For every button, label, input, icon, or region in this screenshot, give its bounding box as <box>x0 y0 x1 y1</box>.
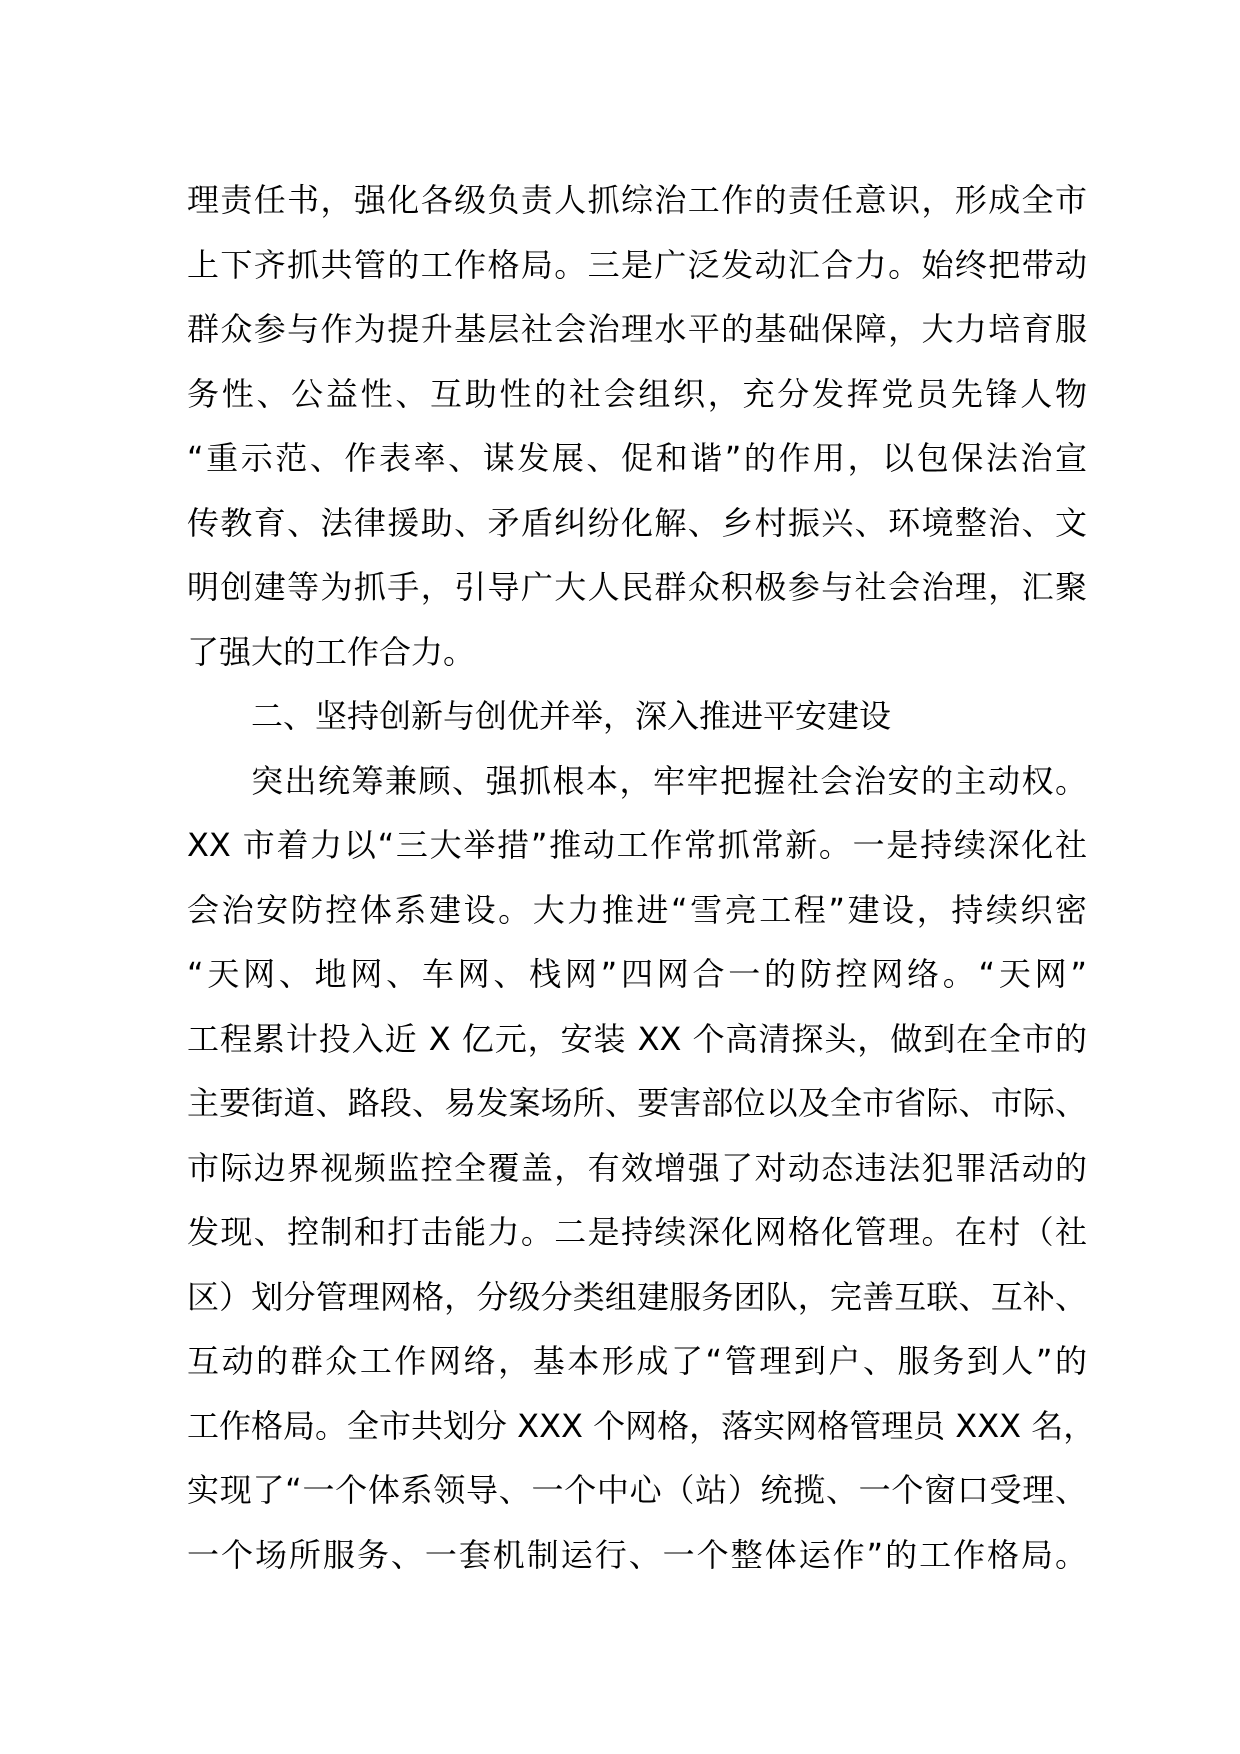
text-line: XX 市着力以“三大举措”推动工作常抓常新。一是持续深化社 <box>187 826 1087 864</box>
text-line: 主要街道、路段、易发案场所、要害部位以及全市省际、市际、 <box>187 1084 1087 1122</box>
text-line: 发现、控制和打击能力。二是持续深化网格化管理。在村（社 <box>187 1213 1087 1251</box>
text-line: 工作格局。全市共划分 XXX 个网格，落实网格管理员 XXX 名， <box>187 1406 1096 1445</box>
paragraph <box>187 168 1087 684</box>
text-line: 突出统筹兼顾、强抓根本，牢牢把握社会治安的主动权。 <box>251 761 1087 800</box>
text-line: 会治安防控体系建设。大力推进“雪亮工程”建设，持续织密 <box>187 890 1087 929</box>
document-body <box>187 168 1096 1587</box>
text-line: 了强大的工作合力。 <box>187 632 476 671</box>
text-line: 工程累计投入近 X 亿元，安装 XX 个高清探头，做到在全市的 <box>187 1019 1087 1058</box>
text-line: 互动的群众工作网络，基本形成了“管理到户、服务到人”的 <box>187 1342 1087 1380</box>
text-line: 市际边界视频监控全覆盖，有效增强了对动态违法犯罪活动的 <box>187 1148 1087 1187</box>
text-line: 区）划分管理网格，分级分类组建服务团队，完善互联、互补、 <box>187 1277 1087 1316</box>
section-heading <box>187 684 1087 749</box>
text-line: 明创建等为抓手，引导广大人民群众积极参与社会治理，汇聚 <box>187 568 1087 606</box>
text-line: “重示范、作表率、谋发展、促和谐”的作用，以包保法治宣 <box>187 439 1087 477</box>
text-line: 群众参与作为提升基层社会治理水平的基础保障，大力培育服 <box>187 310 1087 348</box>
text-line: 务性、公益性、互助性的社会组织，充分发挥党员先锋人物 <box>187 374 1087 413</box>
text-line: 理责任书，强化各级负责人抓综治工作的责任意识，形成全市 <box>187 181 1087 219</box>
paragraph <box>187 749 1096 1588</box>
section-heading-text: 二、坚持创新与创优并举，深入推进平安建设 <box>251 697 892 735</box>
text-line: “天网、地网、车网、栈网”四网合一的防控网络。“天网” <box>187 955 1087 993</box>
text-line: 传教育、法律援助、矛盾纠纷化解、乡村振兴、环境整治、文 <box>187 503 1087 542</box>
text-line: 上下齐抓共管的工作格局。三是广泛发动汇合力。始终把带动 <box>187 245 1087 284</box>
text-line: 实现了“一个体系领导、一个中心（站）统揽、一个窗口受理、 <box>187 1471 1087 1509</box>
text-line: 一个场所服务、一套机制运行、一个整体运作”的工作格局。 <box>187 1535 1087 1574</box>
